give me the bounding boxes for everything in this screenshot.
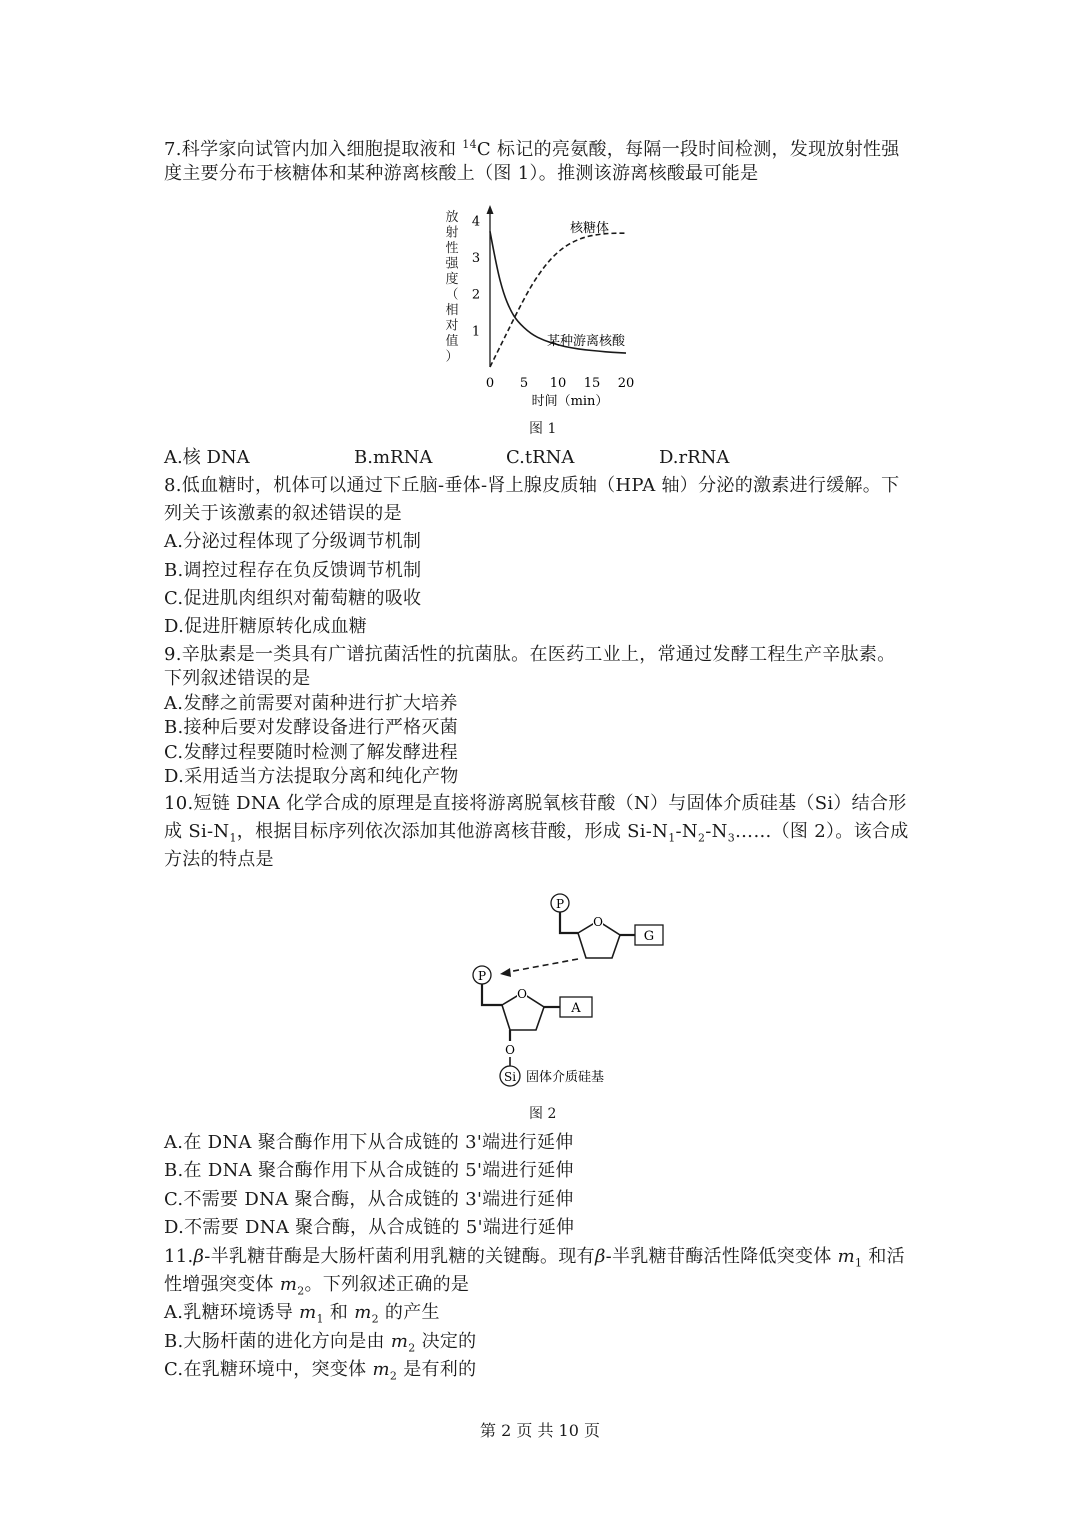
y-axis-label-char: 放 <box>445 210 459 225</box>
y-axis-label-char: 值 <box>445 334 459 349</box>
y-tick-label: 2 <box>471 287 481 303</box>
y-axis-label-char: 射 <box>445 225 459 241</box>
y-axis-label-char: 度 <box>445 272 459 287</box>
x-tick-label: 5 <box>519 376 529 391</box>
base-label-a: A <box>571 1001 581 1016</box>
addition-arrowhead <box>500 968 511 977</box>
q8-stem-line2: 列关于该激素的叙述错误的是 <box>164 503 402 524</box>
y-axis-label-char: ） <box>445 349 459 365</box>
q9-option-d[interactable]: D.采用适当方法提取分离和纯化产物 <box>164 766 459 787</box>
y-axis-label <box>445 210 459 365</box>
q10-stem-line2: 成 $Si-N_1$，根据目标序列依次添加其他游离核苷酸，形成 $Si-N_1-N_2-N_3\dots\dots$（图 2）。该合成 <box>164 821 909 845</box>
page-footer: 第 2 页 共 10 页 <box>480 1421 600 1440</box>
q10-stem-line1: 10.短链 DNA 化学合成的原理是直接将游离脱氧核苷酸（N）与固体介质硅基（Si）结合形 <box>164 793 907 814</box>
q8-option-b[interactable]: B.调控过程存在负反馈调节机制 <box>164 560 422 581</box>
phosphate-label-bottom: P <box>477 969 487 983</box>
q7-option-c[interactable]: C.tRNA <box>506 447 575 468</box>
figure-1-caption: 图 1 <box>529 421 557 437</box>
q7-option-a[interactable]: A.核 DNA <box>164 447 250 468</box>
addition-arrow <box>508 959 578 972</box>
base-label-g: G <box>643 929 655 944</box>
phosphate-label-top: P <box>555 897 565 911</box>
y-axis-label-char: 强 <box>445 256 459 272</box>
q8-stem-line1: 8.低血糖时，机体可以通过下丘脑-垂体-肾上腺皮质轴（HPA 轴）分泌的激素进行缓解。下 <box>164 475 900 496</box>
series-ribosome-label: 核糖体 <box>570 221 610 236</box>
q10-option-d[interactable]: D.不需要 DNA 聚合酶，从合成链的 5'端进行延伸 <box>164 1217 575 1238</box>
q9-option-a[interactable]: A.发酵之前需要对菌种进行扩大培养 <box>164 693 458 714</box>
q9-option-b[interactable]: B.接种后要对发酵设备进行严格灭菌 <box>164 717 459 738</box>
ring-oxygen-bottom: O <box>517 987 527 1001</box>
q8-option-c[interactable]: C.促进肌肉组织对葡萄糖的吸收 <box>164 588 422 609</box>
y-tick-label: 3 <box>471 251 481 266</box>
q7-stem-line1: 7.科学家向试管内加入细胞提取液和 $^{14}$C 标记的亮氨酸，每隔一段时间检测，发现放射性强 <box>164 138 900 160</box>
x-tick-label: 10 <box>549 376 567 391</box>
y-axis-label-char: （ <box>445 287 459 303</box>
y-tick-label: 4 <box>471 214 481 230</box>
q9-stem-line1: 9.辛肽素是一类具有广谱抗菌活性的抗菌肽。在医药工业上，常通过发酵工程生产辛肽素。 <box>164 644 896 665</box>
y-tick-label: 1 <box>471 324 481 340</box>
si-description: 固体介质硅基 <box>526 1070 605 1085</box>
bond-bottom-p-sugar <box>482 984 502 1005</box>
x-tick-label: 0 <box>485 376 495 391</box>
q7-stem-line2: 度主要分布于核糖体和某种游离核酸上（图 1）。推测该游离核酸最可能是 <box>164 163 759 184</box>
series-free-nucleic-acid-label: 某种游离核酸 <box>547 334 626 349</box>
q11-option-c[interactable]: C.在乳糖环境中，突变体 $m_2$ 是有利的 <box>164 1359 477 1383</box>
q8-option-a[interactable]: A.分泌过程体现了分级调节机制 <box>164 531 422 552</box>
q9-option-c[interactable]: C.发酵过程要随时检测了解发酵进程 <box>164 742 458 763</box>
figure-2-diagram <box>460 885 680 1095</box>
y-axis-label-char: 相 <box>445 303 459 318</box>
q11-option-b[interactable]: B.大肠杆菌的进化方向是由 $m_2$ 决定的 <box>164 1331 477 1355</box>
x-axis-label: 时间（min） <box>531 394 609 409</box>
q10-option-c[interactable]: C.不需要 DNA 聚合酶，从合成链的 3'端进行延伸 <box>164 1189 574 1210</box>
q11-stem-line1: 11.β-半乳糖苷酶是大肠杆菌利用乳糖的关键酶。现有β-半乳糖苷酶活性降低突变体 $m_1$ 和活 <box>164 1246 905 1270</box>
q11-option-a[interactable]: A.乳糖环境诱导 $m_1$ 和 $m_2$ 的产生 <box>164 1302 440 1326</box>
bond-top-p-sugar <box>560 912 578 933</box>
q8-option-d[interactable]: D.促进肝糖原转化成血糖 <box>164 616 368 637</box>
q10-stem-line3: 方法的特点是 <box>164 849 274 870</box>
q11-stem-line2: 性增强突变体 $m_2$。下列叙述正确的是 <box>164 1274 470 1298</box>
ring-oxygen-top: O <box>593 915 603 929</box>
y-axis-label-char: 性 <box>445 241 459 256</box>
y-axis-label-char: 对 <box>445 318 459 334</box>
x-tick-label: 20 <box>617 376 635 391</box>
figure-1-chart <box>430 195 660 420</box>
x-tick-label: 15 <box>583 376 601 391</box>
figure-2-caption: 图 2 <box>529 1106 557 1122</box>
linker-oxygen: O <box>505 1043 515 1057</box>
q10-option-a[interactable]: A.在 DNA 聚合酶作用下从合成链的 3'端进行延伸 <box>164 1132 574 1153</box>
q7-option-d[interactable]: D.rRNA <box>659 447 730 468</box>
si-label: Si <box>503 1070 517 1084</box>
y-axis-arrow <box>487 205 494 214</box>
q7-option-b[interactable]: B.mRNA <box>354 447 433 468</box>
q7-options <box>164 446 964 470</box>
q10-option-b[interactable]: B.在 DNA 聚合酶作用下从合成链的 5'端进行延伸 <box>164 1160 574 1181</box>
q9-stem-line2: 下列叙述错误的是 <box>164 668 311 689</box>
